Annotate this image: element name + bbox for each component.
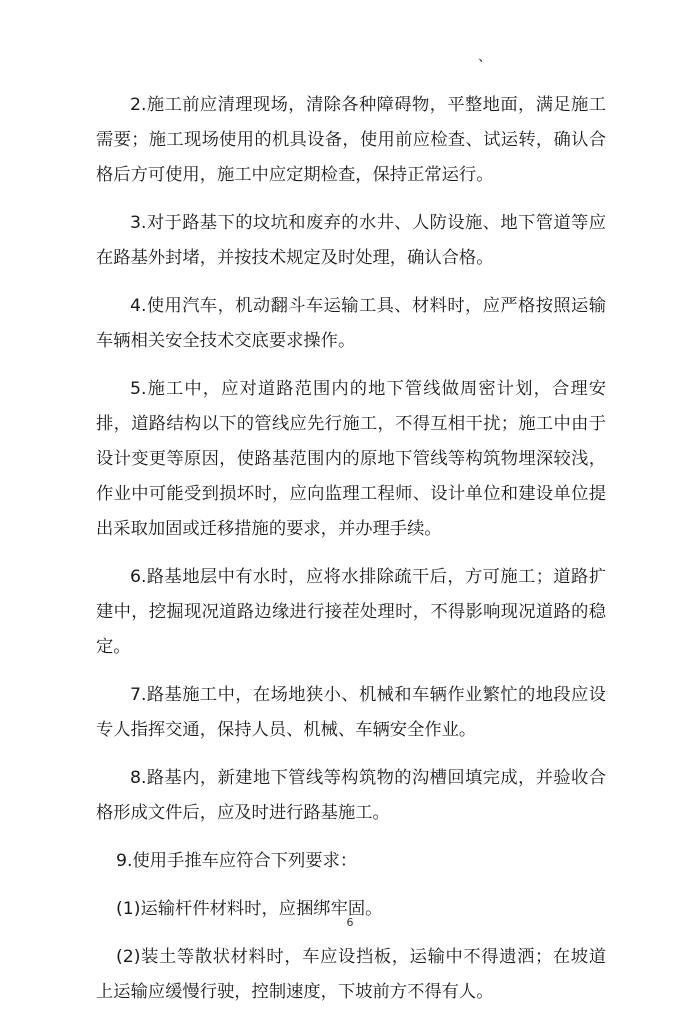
paragraph-item-4: 4.使用汽车，机动翻斗车运输工具、材料时，应严格按照运输车辆相关安全技术交底要求操作。	[96, 296, 606, 351]
paragraph-item-2: 2.施工前应清理现场，清除各种障碍物，平整地面，满足施工需要；施工现场使用的机具设备，使用前应检查、试运转，确认合格后方可使用，施工中应定期检查，保持正常运行。	[96, 95, 606, 185]
paragraph-item-9: 9.使用手推车应符合下列要求：	[116, 851, 358, 871]
document-body	[96, 88, 606, 1023]
paragraph-item-7: 7.路基施工中，在场地狭小、机械和车辆作业繁忙的地段应设专人指挥交通，保持人员、机械、车辆安全作业。	[96, 685, 606, 740]
paragraph-item-5: 5.施工中，应对道路范围内的地下管线做周密计划，合理安排，道路结构以下的管线应先行施工，不得互相干扰；施工中由于设计变更等原因，使路基范围内的原地下管线等构筑物埋深较浅，作业中可能受到损坏时，应向监理工程师、设计单位和建设单位提出采取加固或迁移措施的要求，并办理手续。	[96, 379, 606, 539]
paragraph-subitem-2: (2)装土等散状材料时，车应设挡板，运输中不得遗洒；在坡道上运输应缓慢行驶，控制速度，下坡前方不得有人。	[96, 947, 606, 1002]
page-number: 6	[346, 916, 354, 929]
header-mark: 、	[478, 49, 492, 65]
paragraph-subitem-1: (1)运输杆件材料时，应捆绑牢固。	[116, 899, 383, 919]
paragraph-item-6: 6.路基地层中有水时，应将水排除疏干后，方可施工；道路扩建中，挖掘现况道路边缘进行接茬处理时，不得影响现况道路的稳定。	[96, 567, 606, 657]
paragraph-item-8: 8.路基内，新建地下管线等构筑物的沟槽回填完成，并验收合格形成文件后，应及时进行路基施工。	[96, 768, 606, 823]
paragraph-item-3: 3.对于路基下的坟坑和废弃的水井、人防设施、地下管道等应在路基外封堵，并按技术规定及时处理，确认合格。	[96, 213, 606, 268]
